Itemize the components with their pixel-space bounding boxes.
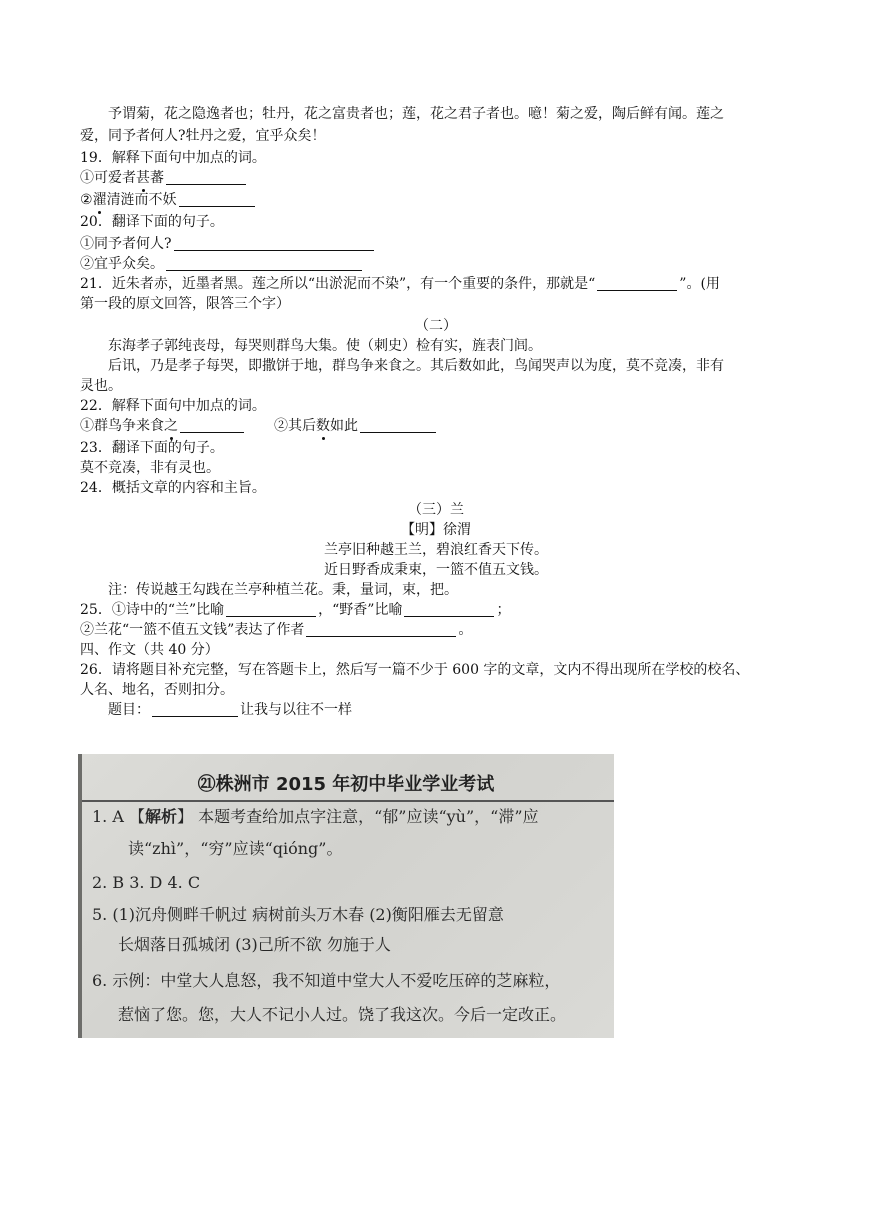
- question-26-line-2: 人名、地名，否则扣分。: [80, 682, 234, 698]
- answer-blank[interactable]: [179, 192, 255, 207]
- question-25-line-2: [80, 620, 792, 640]
- answer-key-scan: [78, 754, 614, 1038]
- q19-i1-post: 蕃: [150, 170, 164, 186]
- answer-blank[interactable]: [306, 622, 456, 637]
- scan-edge: [78, 754, 82, 1038]
- q20-i2-text: ②宜乎众矣。: [80, 256, 164, 272]
- q21-text-pre: 21．近朱者赤，近墨者黑。莲之所以“出淤泥而不染”，有一个重要的条件，那就是“: [80, 276, 596, 292]
- passage-line: 灵也。: [80, 378, 122, 394]
- answer-line-4: 5. (1)沉舟侧畔千帆过 病树前头万木春 (2)衡阳雁去无留意: [92, 905, 504, 924]
- answer-blank[interactable]: [166, 256, 362, 271]
- essay-topic: [80, 700, 820, 720]
- q20-i1-text: ①同予者何人?: [80, 236, 172, 252]
- poem-line: 兰亭旧种越王兰，碧浪红香天下传。: [324, 542, 548, 558]
- question-25-line-1: [80, 600, 792, 620]
- q25-l1-b: ，“野香”比喻: [318, 602, 403, 618]
- answer-1-c: 】 本题考查给加点字注意，“郁”应读“yù”，“滞”应: [177, 807, 539, 826]
- question-26-line-1: 26．请将题目补充完整，写在答题卡上，然后写一篇不少于 600 字的文章，文内不得出现所在学校的校名、: [80, 662, 750, 678]
- question-21-line-1: [80, 274, 792, 294]
- answer-line-5: 长烟落日孤城闭 (3)己所不欲 勿施于人: [118, 935, 391, 954]
- poem-line: 近日野香成秉束，一篮不值五文钱。: [324, 562, 548, 578]
- dotted-word: 之: [164, 418, 178, 434]
- answer-line-1: [92, 806, 539, 828]
- section-3-heading: （三）兰: [408, 502, 464, 518]
- analysis-label: 解析: [145, 807, 178, 826]
- question-23-stem: 23．翻译下面的句子。: [80, 440, 224, 456]
- q25-l1-a: 25．①诗中的“兰”比喻: [80, 602, 225, 618]
- question-23-sentence: 莫不竞凑，非有灵也。: [80, 460, 220, 476]
- q22-i1-pre: ①群鸟争来食: [80, 418, 164, 434]
- question-22-stem: 22．解释下面句中加点的词。: [80, 398, 266, 414]
- answer-blank[interactable]: [166, 170, 246, 185]
- topic-blank[interactable]: [152, 702, 238, 717]
- passage-line: 后讯，乃是孝子每哭，即撒饼于地，群鸟争来食之。其后数如此，鸟闻哭声以为度，莫不竞凑，非有: [108, 358, 724, 374]
- q19-i2-pre: ②: [80, 192, 93, 208]
- question-20-item-1: [80, 234, 792, 254]
- dotted-word: 甚: [136, 170, 150, 186]
- q19-i2-post: 清涟而不妖: [106, 192, 177, 208]
- topic-text: 让我与以往不一样: [240, 702, 352, 718]
- question-20-item-2: [80, 254, 792, 274]
- poem-author: 【明】徐渭: [401, 522, 471, 538]
- title-rule: [82, 800, 614, 802]
- answer-blank[interactable]: [180, 418, 244, 433]
- answer-blank[interactable]: [404, 602, 494, 617]
- dotted-word: 濯: [92, 192, 107, 208]
- question-21-line-2: 第一段的原文回答，限答三个字）: [80, 296, 290, 312]
- answer-blank[interactable]: [360, 418, 436, 433]
- question-22-items: [80, 416, 792, 436]
- q22-i2-pre: ②其后: [274, 418, 316, 434]
- part-4-heading: 四、作文（共 40 分）: [80, 642, 219, 658]
- section-2-heading: （二）: [415, 318, 457, 334]
- topic-label: 题目：: [108, 702, 150, 718]
- question-20-stem: 20．翻译下面的句子。: [80, 214, 224, 230]
- question-19-item-2: [80, 190, 792, 210]
- q25-l2-b: 。: [458, 622, 473, 638]
- question-24-stem: 24．概括文章的内容和主旨。: [80, 480, 266, 496]
- q21-text-post: ”。(用: [679, 276, 720, 292]
- passage-line: 东海孝子郭纯丧母，每哭则群鸟大集。使（刺史）检有实，旌表门闾。: [108, 338, 542, 354]
- answer-key-title: ㉑株洲市 2015 年初中毕业学业考试: [197, 774, 495, 795]
- question-19-stem: 19．解释下面句中加点的词。: [80, 150, 266, 166]
- passage-line: 爱，同予者何人?牡丹之爱，宜乎众矣！: [80, 128, 326, 144]
- answer-blank[interactable]: [597, 276, 677, 291]
- answer-line-2: 读“zhì”，“穷”应读“qióng”。: [128, 839, 343, 858]
- answer-line-7: 惹恼了您。您，大人不记小人过。饶了我这次。今后一定改正。: [118, 1005, 567, 1024]
- q25-l1-c: ；: [496, 602, 511, 618]
- answer-line-3: 2. B 3. D 4. C: [92, 873, 201, 892]
- q25-l2-a: ②兰花“一篮不值五文钱”表达了作者: [80, 622, 305, 638]
- answer-line-6: 6. 示例：中堂大人息怒，我不知道中堂大人不爱吃压碎的芝麻粒，: [92, 971, 561, 990]
- q22-i2-post: 如此: [330, 418, 358, 434]
- dotted-word: 数: [316, 418, 330, 434]
- answer-blank[interactable]: [174, 236, 374, 251]
- question-19-item-1: [80, 168, 792, 188]
- answer-1-a: 1. A 【: [92, 807, 145, 826]
- answer-blank[interactable]: [226, 602, 316, 617]
- q19-i1-pre: ①可爱者: [80, 170, 136, 186]
- passage-line: 予谓菊，花之隐逸者也；牡丹，花之富贵者也；莲，花之君子者也。噫！菊之爱，陶后鲜有闻。莲之: [108, 106, 724, 122]
- poem-note: 注：传说越王勾践在兰亭种植兰花。秉，量词，束，把。: [108, 582, 458, 598]
